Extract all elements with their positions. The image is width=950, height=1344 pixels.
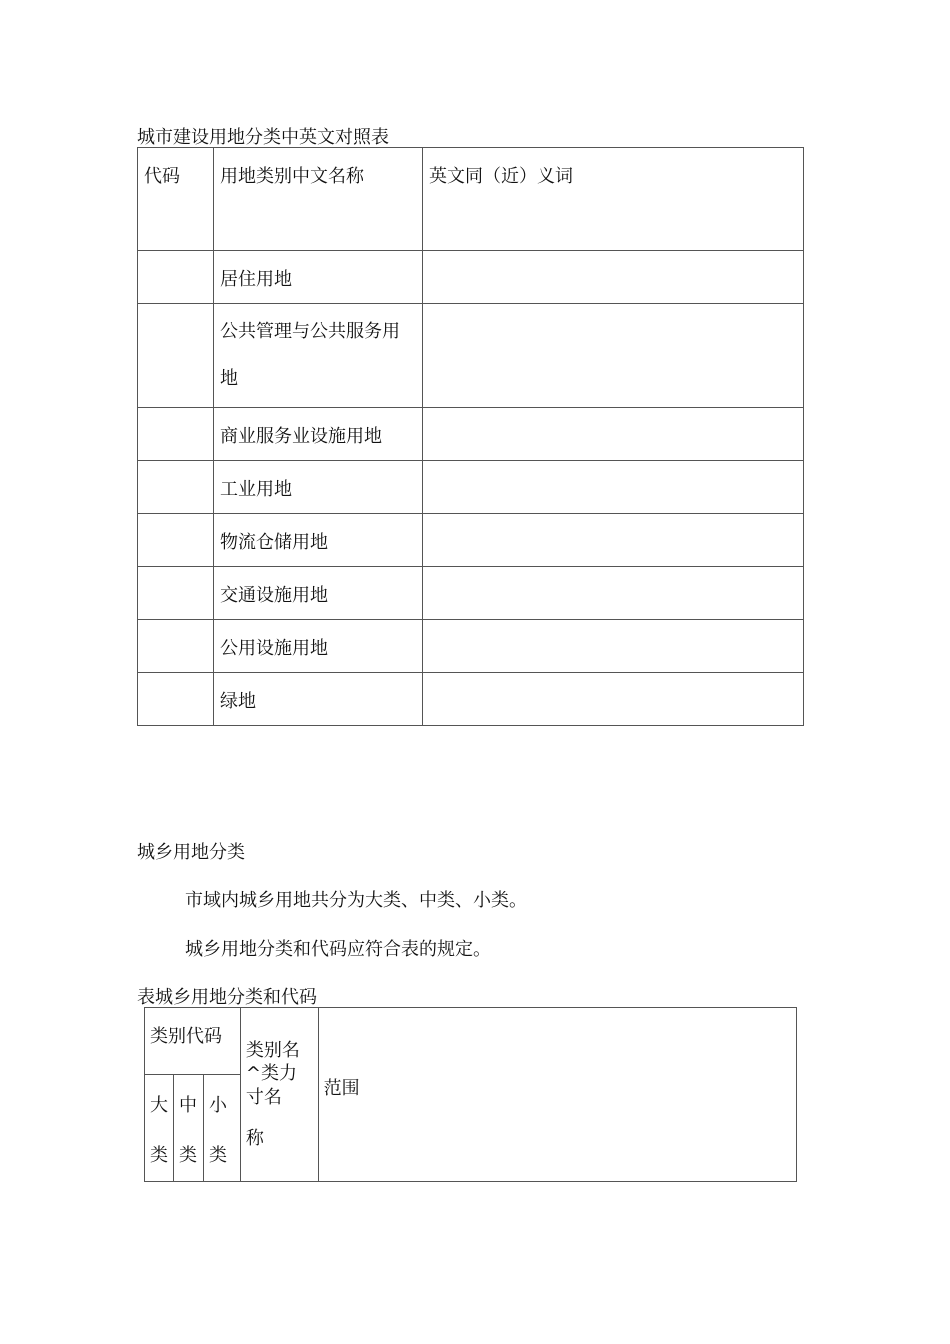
paragraph-1: 市域内城乡用地共分为大类、中类、小类。 (185, 890, 527, 911)
cell-name: 居住用地 (214, 251, 423, 304)
header-code: 代码 (138, 148, 214, 251)
category-name-line1: 类别名 (245, 1040, 300, 1061)
table-row (138, 567, 804, 620)
major-line2: 类 (150, 1145, 168, 1166)
land-use-table (137, 147, 804, 726)
minor-line2: 类 (208, 1145, 227, 1166)
table-row (138, 461, 804, 514)
cell-code (138, 620, 214, 673)
category-name-line3: 寸名 (245, 1087, 282, 1108)
subheader-major (145, 1075, 174, 1182)
cell-en (423, 304, 804, 408)
cell-name (214, 304, 423, 408)
header-cn-name: 用地类别中文名称 (214, 148, 423, 251)
cell-code (138, 673, 214, 726)
cell-en (423, 408, 804, 461)
cell-code (138, 408, 214, 461)
cell-code (138, 567, 214, 620)
middle-line2: 类 (178, 1145, 197, 1166)
cell-code (138, 251, 214, 304)
table-row (138, 673, 804, 726)
cell-en (423, 673, 804, 726)
cell-name: 工业用地 (214, 461, 423, 514)
major-line1: 大 (150, 1095, 168, 1116)
table2-title: 表城乡用地分类和代码 (137, 987, 317, 1008)
cell-name: 物流仓储用地 (214, 514, 423, 567)
header-en-synonym: 英文同（近）义词 (423, 148, 804, 251)
table-row (138, 251, 804, 304)
cell-code (138, 304, 214, 408)
cell-name: 交通设施用地 (214, 567, 423, 620)
section-title: 城乡用地分类 (137, 842, 245, 863)
cell-name: 商业服务业设施用地 (214, 408, 423, 461)
header-category-name (240, 1008, 318, 1182)
paragraph-2: 城乡用地分类和代码应符合表的规定。 (185, 939, 491, 960)
table-row (138, 408, 804, 461)
table1-title: 城市建设用地分类中英文对照表 (137, 127, 389, 148)
header-category-code: 类别代码 (145, 1008, 241, 1075)
subheader-middle (173, 1075, 203, 1182)
cell-en (423, 514, 804, 567)
cell-code (138, 461, 214, 514)
cell-name-line1: 公共管理与公共服务用 (220, 321, 400, 342)
header-scope: 范围 (318, 1008, 796, 1182)
table-header-row (145, 1008, 797, 1075)
cell-en (423, 251, 804, 304)
minor-line1: 小 (208, 1095, 227, 1116)
table-row (138, 514, 804, 567)
table-row (138, 620, 804, 673)
subheader-minor (203, 1075, 240, 1182)
middle-line1: 中 (178, 1095, 197, 1116)
cell-name: 绿地 (214, 673, 423, 726)
table-row (138, 304, 804, 408)
table-header-row (138, 148, 804, 251)
cell-code (138, 514, 214, 567)
cell-en (423, 461, 804, 514)
category-name-line2: ^类力 (245, 1063, 297, 1084)
cell-en (423, 620, 804, 673)
cell-name-line2: 地 (220, 368, 238, 389)
category-name-line4: 称 (245, 1128, 264, 1149)
cell-name: 公用设施用地 (214, 620, 423, 673)
classification-code-table (144, 1007, 797, 1182)
cell-en (423, 567, 804, 620)
